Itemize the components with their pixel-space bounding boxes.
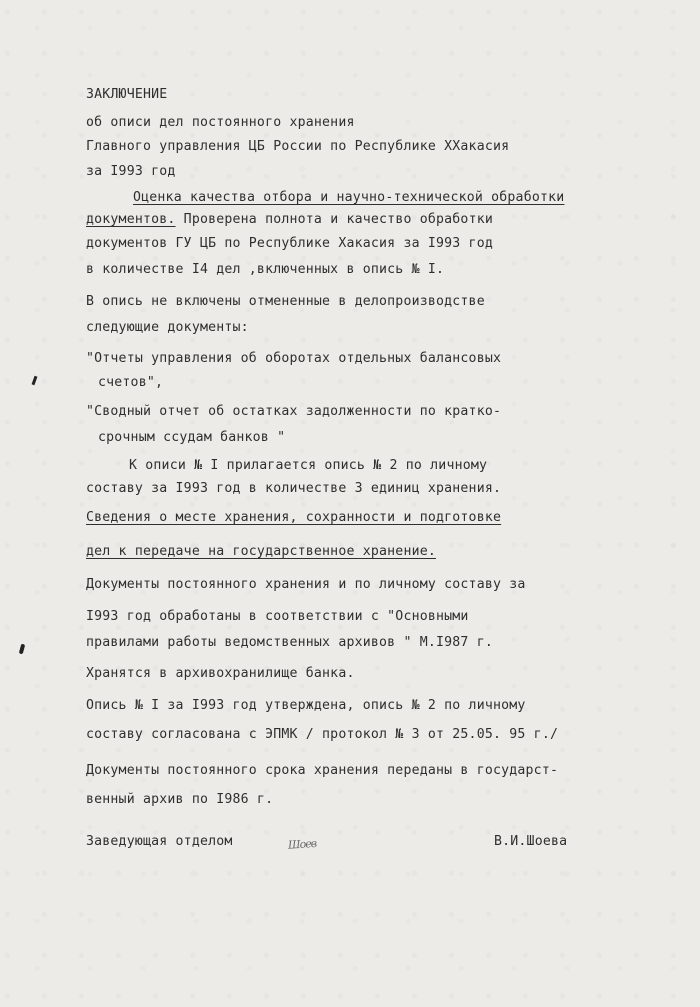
section2-heading-cont: дел к передаче на государственное хранение. [86,544,437,559]
quote2-line-1: "Сводный отчет об остатках задолженности по кратко- [86,404,502,419]
quote2-line-2: срочным ссудам банков " [98,430,286,445]
section1-line-1 [86,212,493,228]
para6-line-1: Опись № I за I993 год утверждена, опись № 2 по личному [86,698,526,713]
section1-line-1-text: Проверена полнота и качество обработки [175,212,493,227]
quote1-line-2: счетов", [98,375,164,390]
margin-mark [19,644,25,655]
para5: Хранятся в архивохранилище банка. [86,666,355,681]
para2-line-2: следующие документы: [86,320,249,335]
para4-line-3: правилами работы ведомственных архивов " М.I987 г. [86,635,493,650]
signature-role: Заведующая отделом [86,834,233,849]
header-line-2: Главного управления ЦБ России по Республике ХХакасия [86,139,510,154]
para2-line-1: В опись не включены отмененные в делопроизводстве [86,294,485,309]
handwritten-signature: Шоев [287,836,317,852]
margin-mark [32,376,38,385]
para7-line-2: венный архив по I986 г. [86,792,274,807]
quote1-line-1: "Отчеты управления об оборотах отдельных балансовых [86,351,502,366]
para6-line-2: составу согласована с ЭПМК / протокол № 3 от 25.05. 95 г./ [86,727,559,742]
section1-heading: Оценка качества отбора и научно-технической обработки [133,190,565,205]
para4-line-1: Документы постоянного хранения и по личному составу за [86,577,526,592]
document-title: ЗАКЛЮЧЕНИЕ [86,87,168,102]
para3-line-1: К описи № I прилагается опись № 2 по личному [129,458,488,473]
section1-heading-cont: документов. [86,212,176,227]
header-line-3: за I993 год [86,164,176,179]
section1-line-3: в количестве I4 дел ,включенных в опись № I. [86,262,445,277]
para7-line-1: Документы постоянного срока хранения переданы в государст- [86,763,559,778]
signature-name: В.И.Шоева [494,834,568,849]
section1-line-2: документов ГУ ЦБ по Республике Хакасия за I993 год [86,236,493,251]
para4-line-2: I993 год обработаны в соответствии с "Основными [86,609,469,624]
section2-heading: Сведения о месте хранения, сохранности и подготовке [86,510,502,525]
header-line-1: об описи дел постоянного хранения [86,115,355,130]
para3-line-2: составу за I993 год в количестве 3 единиц хранения. [86,481,502,496]
